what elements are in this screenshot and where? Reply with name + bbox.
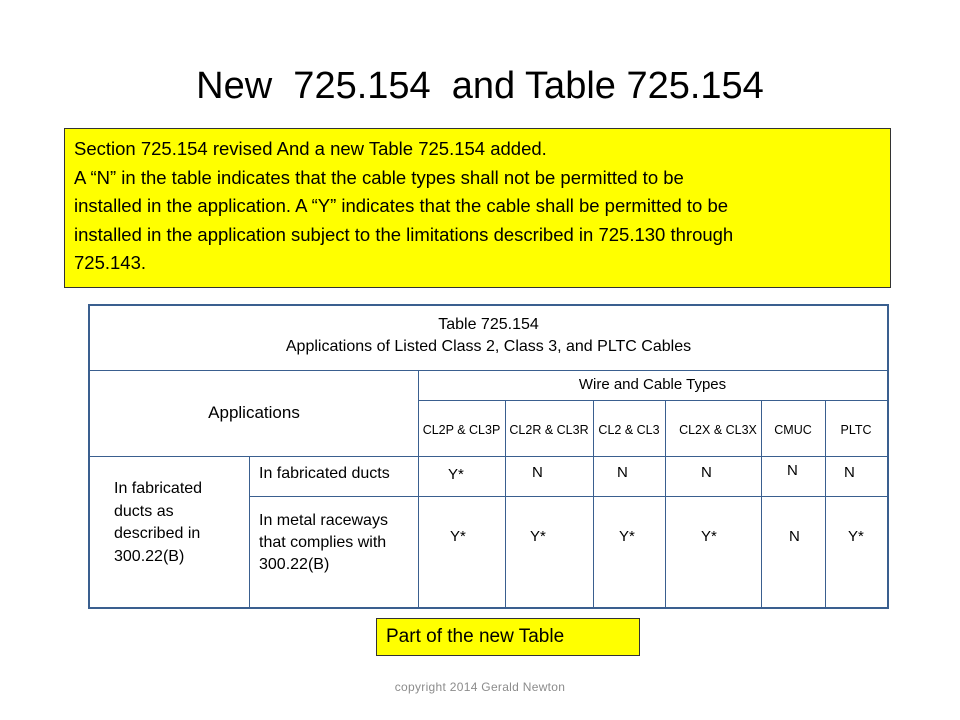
table-cell-value: Y*: [530, 528, 546, 545]
table-cell-value: Y*: [450, 528, 466, 545]
table-divider: [418, 400, 887, 401]
table-cell-value: N: [532, 464, 543, 481]
slide-title: New 725.154 and Table 725.154: [196, 65, 764, 107]
table-number: Table 725.154: [438, 316, 539, 333]
applications-table: [88, 304, 889, 609]
table-cell-value: N: [789, 528, 800, 545]
table-divider: [90, 456, 887, 457]
table-cell-value: N: [787, 462, 798, 479]
table-cell-value: Y*: [701, 528, 717, 545]
table-divider: [418, 370, 419, 607]
table-cell-value: N: [617, 464, 628, 481]
cable-types-header: Wire and Cable Types: [578, 376, 727, 393]
table-cell-value: N: [844, 464, 855, 481]
column-header-pltc: PLTC: [840, 423, 872, 437]
column-header-cmuc: CMUC: [774, 423, 812, 437]
table-title: Applications of Listed Class 2, Class 3, and PLTC Cables: [285, 338, 692, 355]
main-application-label: In fabricated ducts as described in 300.22(B): [114, 480, 203, 565]
table-cell-value: Y*: [448, 466, 464, 483]
column-header-cl2p: CL2P & CL3P: [422, 423, 501, 437]
note-line: installed in the application. A “Y” indicates that the cable shall be permitted to be: [74, 195, 729, 216]
applications-header: Applications: [208, 403, 300, 422]
table-caption: [90, 306, 887, 370]
table-cell-value: Y*: [848, 528, 864, 545]
copyright-footer: copyright 2014 Gerald Newton: [394, 680, 566, 694]
column-header-cl2r: CL2R & CL3R: [509, 423, 589, 437]
column-header-cl2x: CL2X & CL3X: [679, 423, 757, 437]
note-line: Section 725.154 revised And a new Table 725.154 added.: [74, 138, 547, 159]
table-divider: [249, 496, 887, 497]
row-label-metal-raceways: In metal raceways that complies with 300.22(B): [259, 512, 388, 573]
table-excerpt-label: Part of the new Table: [376, 618, 640, 656]
description-note: [64, 128, 891, 288]
table-divider: [249, 456, 250, 607]
table-cell-value: N: [701, 464, 712, 481]
column-header-cl2: CL2 & CL3: [598, 423, 660, 437]
note-line: A “N” in the table indicates that the cable types shall not be permitted to be: [74, 166, 684, 188]
row-label-fabricated-ducts: In fabricated ducts: [259, 465, 390, 482]
table-cell-value: Y*: [619, 528, 635, 545]
note-line: 725.143.: [74, 252, 147, 273]
note-line: installed in the application subject to the limitations described in 725.130 through: [74, 223, 734, 245]
